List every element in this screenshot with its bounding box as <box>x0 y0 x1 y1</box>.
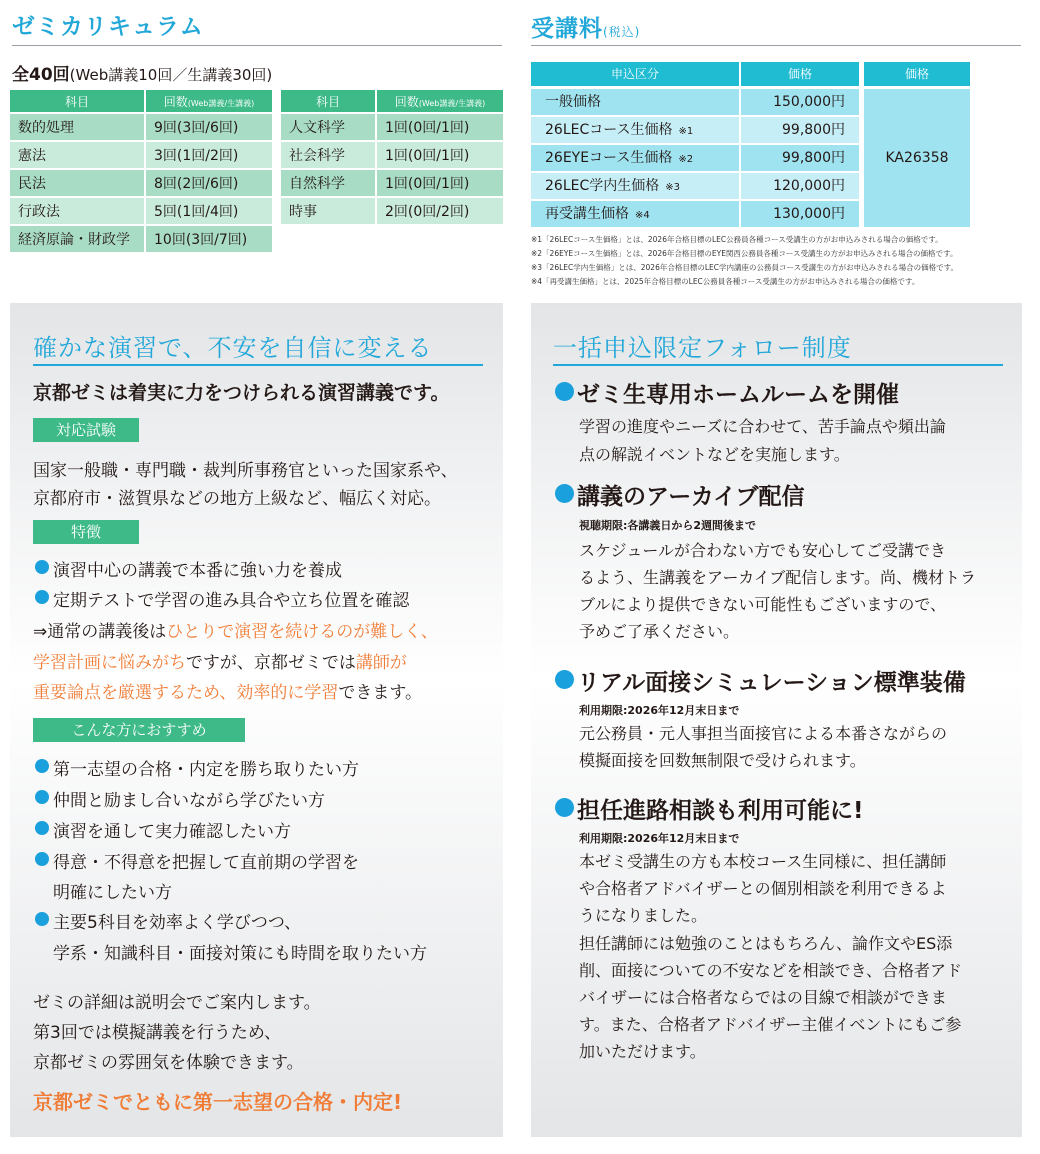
header-count <box>146 90 272 112</box>
recommend-item: 演習を通して実力確認したい方 <box>53 822 291 842</box>
fee-title <box>531 10 640 43</box>
fee-label-text: 26LEC学内生価格 <box>545 178 660 194</box>
header-count-label: 回数 <box>163 94 188 109</box>
tag-target-exams: 対応試験 <box>33 418 139 442</box>
follow-item-line: うになりました。 <box>579 906 708 925</box>
follow-item-period: 利用期限:2026年12月末日まで <box>579 832 740 845</box>
fee-note: ※2「26EYEコース生価格」とは、2026年合格目標のEYE関西公務員各種コース受講生の方がお申込みされる場合の価格です。 <box>531 249 958 258</box>
recommend-item: 主要5科目を効率よく学びつつ、 <box>53 913 302 933</box>
right-panel-title-rule <box>553 364 1003 366</box>
count-cell: 5回(1回/4回) <box>146 198 272 224</box>
table-row <box>10 198 272 224</box>
info-line: 第3回では模擬講義を行うため、 <box>33 1023 282 1043</box>
count-cell: 1回(0回/1回) <box>377 114 503 140</box>
count-cell: 1回(0回/1回) <box>377 142 503 168</box>
highlight-text: 学習計画に悩みがち <box>33 653 186 673</box>
follow-item-title: 講義のアーカイブ配信 <box>577 484 805 510</box>
fee-row-price: 150,000円 <box>741 89 859 115</box>
fee-label-text: 再受講生価格 <box>545 206 629 222</box>
highlight-text: ひとりで演習を続けるのが難しく、 <box>166 622 438 642</box>
left-panel-title-rule <box>33 364 483 366</box>
header-count-sub: (Web講義/生講義) <box>418 98 486 108</box>
feature-detail-line <box>33 678 422 703</box>
count-cell: 2回(0回/2回) <box>377 198 503 224</box>
right-panel-title: 一括申込限定フォロー制度 <box>553 334 852 362</box>
subject-cell: 社会科学 <box>281 142 377 168</box>
follow-item-title: ゼミ生専用ホームルームを開催 <box>577 382 899 408</box>
count-cell: 1回(0回/1回) <box>377 170 503 196</box>
count-cell: 10回(3回/7回) <box>146 226 272 252</box>
highlight-text: 講師が <box>355 653 407 673</box>
header-subject: 科目 <box>281 90 377 112</box>
text-span: ですが、京都ゼミでは <box>185 653 356 673</box>
table-row <box>281 170 503 196</box>
count-cell: 8回(2回/6回) <box>146 170 272 196</box>
table-row <box>281 114 503 140</box>
fee-row-price: 120,000円 <box>741 173 859 199</box>
fee-label-text: 26LECコース生価格 <box>545 122 673 138</box>
fee-note: ※1「26LECコース生価格」とは、2026年合格目標のLEC公務員各種コース受講生の方がお申込みされる場合の価格です。 <box>531 235 943 244</box>
fee-label-text: 26EYEコース生価格 <box>545 150 673 166</box>
bullet-dot-icon <box>35 759 49 773</box>
follow-item-title: 担任進路相談も利用可能に! <box>577 798 864 824</box>
fee-title-main: 受講料 <box>531 16 603 42</box>
fee-title-sub: (税込) <box>603 25 641 39</box>
follow-item-period: 視聴期限:各講義日から2週間後まで <box>579 519 757 532</box>
table-row <box>10 170 272 196</box>
recommend-item: 第一志望の合格・内定を勝ち取りたい方 <box>53 760 359 780</box>
follow-item-line: 学習の進度やニーズに合わせて、苦手論点や頻出論 <box>579 417 946 436</box>
bullet-dot-icon <box>35 852 49 866</box>
tag-features: 特徴 <box>33 520 139 544</box>
recommend-item-cont: 明確にしたい方 <box>53 883 172 903</box>
bullet-dot-icon <box>555 798 574 817</box>
fee-header-code: 価格 <box>864 62 970 86</box>
header-count-sub: (Web講義/生講義) <box>187 98 255 108</box>
header-count-label: 回数 <box>394 94 419 109</box>
fee-row-label <box>531 201 739 227</box>
fee-course-code: KA26358 <box>864 89 970 227</box>
closing-message: 京都ゼミでともに第一志望の合格・内定! <box>33 1090 403 1114</box>
bullet-dot-icon <box>35 560 49 574</box>
feature-detail-line <box>33 617 438 642</box>
curriculum-title: ゼミカリキュラム <box>12 14 204 40</box>
info-line: ゼミの詳細は説明会でご案内します。 <box>33 993 321 1013</box>
bullet-dot-icon <box>35 790 49 804</box>
follow-item-line: バイザーには合格者ならではの目線で相談ができま <box>579 988 947 1007</box>
table-header-row <box>10 90 272 112</box>
table-row <box>10 142 272 168</box>
text-span: ⇒通常の講義後は <box>33 622 167 642</box>
left-panel-title: 確かな演習で、不安を自信に変える <box>33 334 433 362</box>
curriculum-table-right <box>281 88 503 226</box>
follow-item-period: 利用期限:2026年12月末日まで <box>579 704 740 717</box>
fee-row-label <box>531 145 739 171</box>
follow-item-line: 模擬面接を回数無制限で受けられます。 <box>579 751 866 770</box>
table-header-row <box>281 90 503 112</box>
fee-title-rule <box>531 45 1021 46</box>
feature-detail-line <box>33 648 407 673</box>
exam-line: 国家一般職・専門職・裁判所事務官といった国家系や、 <box>33 461 458 481</box>
fee-row-price: 99,800円 <box>741 117 859 143</box>
subject-cell: 人文科学 <box>281 114 377 140</box>
fee-note-mark: ※2 <box>678 154 694 165</box>
follow-item-line: す。また、合格者アドバイザー主催イベントにもご参 <box>579 1015 962 1034</box>
bullet-dot-icon <box>35 912 49 926</box>
subject-cell: 憲法 <box>10 142 146 168</box>
table-row <box>10 226 272 252</box>
feature-item: 定期テストで学習の進み具合や立ち位置を確認 <box>53 591 410 611</box>
recommend-item-cont: 学系・知識科目・面接対策にも時間を取りたい方 <box>53 944 427 964</box>
curriculum-table-left <box>10 88 272 254</box>
fee-note-mark: ※3 <box>665 182 680 193</box>
follow-item-line: 担任講師には勉強のことはもちろん、論作文やES添 <box>579 934 953 953</box>
fee-row-label <box>531 117 739 143</box>
count-cell: 9回(3回/6回) <box>146 114 272 140</box>
highlight-text: 重要論点を厳選するため、効率的に学習 <box>33 683 339 703</box>
subject-cell: 行政法 <box>10 198 146 224</box>
follow-item-line: ブルにより提供できない可能性もございますので、 <box>579 595 947 614</box>
subject-cell: 民法 <box>10 170 146 196</box>
table-row <box>281 142 503 168</box>
subject-cell: 経済原論・財政学 <box>10 226 146 252</box>
fee-header-price: 価格 <box>741 62 859 86</box>
bullet-dot-icon <box>555 670 574 689</box>
fee-row-price: 99,800円 <box>741 145 859 171</box>
header-subject: 科目 <box>10 90 146 112</box>
fee-note-mark: ※4 <box>635 210 650 221</box>
follow-item-line: 予めご了承ください。 <box>579 622 740 641</box>
follow-item-title: リアル面接シミュレーション標準装備 <box>577 670 966 696</box>
fee-row-label <box>531 173 739 199</box>
header-count <box>377 90 503 112</box>
follow-item-line: 元公務員・元人事担当面接官による本番さながらの <box>579 724 948 743</box>
curriculum-title-rule <box>12 45 502 46</box>
follow-item-line: スケジュールが合わない方でも安心してご受講でき <box>579 541 947 560</box>
recommend-item: 仲間と励まし合いながら学びたい方 <box>53 791 325 811</box>
bullet-dot-icon <box>35 590 49 604</box>
curriculum-summary-main: 全40回 <box>12 65 70 85</box>
fee-note: ※4「再受講生価格」とは、2025年合格目標のLEC公務員各種コース受講生の方がお申込みされる場合の価格です。 <box>531 277 920 286</box>
text-span: できます。 <box>338 683 422 703</box>
follow-item-line: 本ゼミ受講生の方も本校コース生同様に、担任講師 <box>579 852 947 871</box>
bullet-dot-icon <box>35 821 49 835</box>
left-panel-lead: 京都ゼミは着実に力をつけられる演習講義です。 <box>33 382 450 404</box>
bullet-dot-icon <box>555 484 574 503</box>
subject-cell: 数的処理 <box>10 114 146 140</box>
curriculum-summary-sub: (Web講義10回／生講義30回) <box>69 66 273 84</box>
recommend-item: 得意・不得意を把握して直前期の学習を <box>53 853 359 873</box>
fee-row-label <box>531 89 739 115</box>
curriculum-summary <box>12 60 272 85</box>
subject-cell: 時事 <box>281 198 377 224</box>
table-row <box>10 114 272 140</box>
tag-recommended: こんな方におすすめ <box>33 718 245 742</box>
bullet-dot-icon <box>555 382 574 401</box>
fee-header-category: 申込区分 <box>531 62 739 86</box>
fee-row-price: 130,000円 <box>741 201 859 227</box>
fee-label-text: 一般価格 <box>545 94 601 110</box>
follow-item-line: 点の解説イベントなどを実施します。 <box>579 445 850 464</box>
subject-cell: 自然科学 <box>281 170 377 196</box>
fee-note: ※3「26LEC学内生価格」とは、2026年合格目標のLEC学内講座の公務員コース受講生の方がお申込みされる場合の価格です。 <box>531 263 959 272</box>
exam-line: 京都府市・滋賀県などの地方上級など、幅広く対応。 <box>33 489 441 509</box>
follow-item-line: るよう、生講義をアーカイブ配信します。尚、機材トラ <box>579 568 976 587</box>
follow-item-line: 削、面接についての不安などを相談でき、合格者アド <box>579 961 963 980</box>
feature-item: 演習中心の講義で本番に強い力を養成 <box>53 561 342 581</box>
info-line: 京都ゼミの雰囲気を体験できます。 <box>33 1053 304 1073</box>
fee-note-mark: ※1 <box>678 126 694 137</box>
table-row <box>281 198 503 224</box>
count-cell: 3回(1回/2回) <box>146 142 272 168</box>
follow-item-line: 加いただけます。 <box>579 1042 706 1061</box>
follow-item-line: や合格者アドバイザーとの個別相談を利用できるよ <box>579 879 947 898</box>
